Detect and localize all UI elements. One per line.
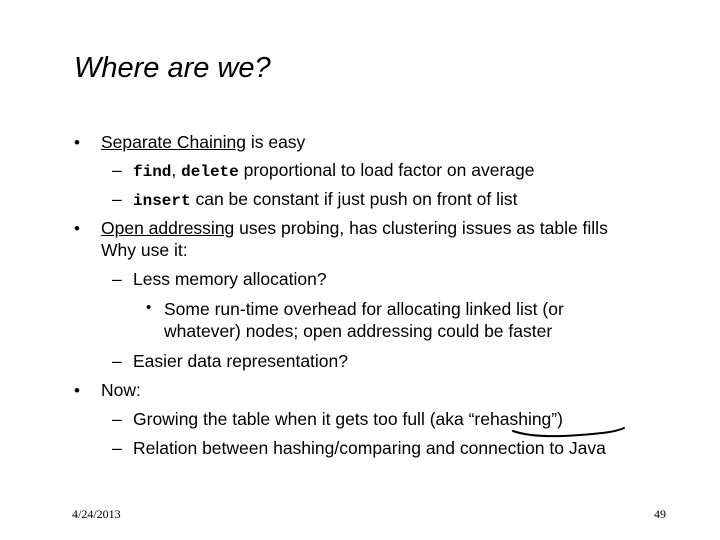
bullet-now: Now: xyxy=(101,380,141,400)
open-addressing-term: Open addressing xyxy=(101,218,235,238)
bullet-text: uses probing, has clustering issues as table fills xyxy=(234,218,608,238)
sub-bullet-insert xyxy=(133,188,517,212)
sub-bullet-relation-hashing: Relation between hashing/comparing and connection to Java xyxy=(133,438,606,458)
sub-bullet-growing-table: Growing the table when it gets too full (aka “rehashing”) xyxy=(133,409,563,429)
bullet-text: is easy xyxy=(245,132,306,152)
slide-title: Where are we? xyxy=(74,52,271,84)
code-delete: delete xyxy=(181,163,239,181)
separate-chaining-term: Separate Chaining xyxy=(101,132,246,152)
sub-bullet-marker: – xyxy=(112,438,122,458)
code-insert: insert xyxy=(133,192,191,210)
footer-date: 4/24/2013 xyxy=(72,507,121,521)
sub-bullet-find-delete xyxy=(133,159,535,183)
bullet-open-addressing xyxy=(101,217,608,239)
sub-sub-bullet-overhead-line2: whatever) nodes; open addressing could be faster xyxy=(164,321,553,341)
bullet-text-continued: Why use it: xyxy=(101,240,188,260)
sub-bullet-less-memory: Less memory allocation? xyxy=(133,269,327,289)
sub-bullet-easier-data: Easier data representation? xyxy=(133,351,348,371)
sub-sub-bullet-overhead-line1: Some run-time overhead for allocating linked list (or xyxy=(164,299,564,319)
sub-bullet-text: can be constant if just push on front of list xyxy=(190,189,518,209)
bullet-marker: • xyxy=(74,381,80,400)
code-find: find xyxy=(133,163,172,181)
sub-bullet-text: proportional to load factor on average xyxy=(238,160,535,180)
bullet-separate-chaining xyxy=(101,131,305,153)
separator: , xyxy=(171,160,182,180)
sub-bullet-marker: – xyxy=(112,409,122,429)
bullet-marker: • xyxy=(74,219,80,238)
footer-page-number: 49 xyxy=(654,507,666,521)
sub-bullet-marker: – xyxy=(112,351,122,371)
sub-bullet-marker: – xyxy=(112,160,122,180)
sub-sub-bullet-marker: • xyxy=(146,299,152,316)
bullet-marker: • xyxy=(74,133,80,152)
sub-bullet-marker: – xyxy=(112,189,122,209)
sub-bullet-marker: – xyxy=(112,269,122,289)
